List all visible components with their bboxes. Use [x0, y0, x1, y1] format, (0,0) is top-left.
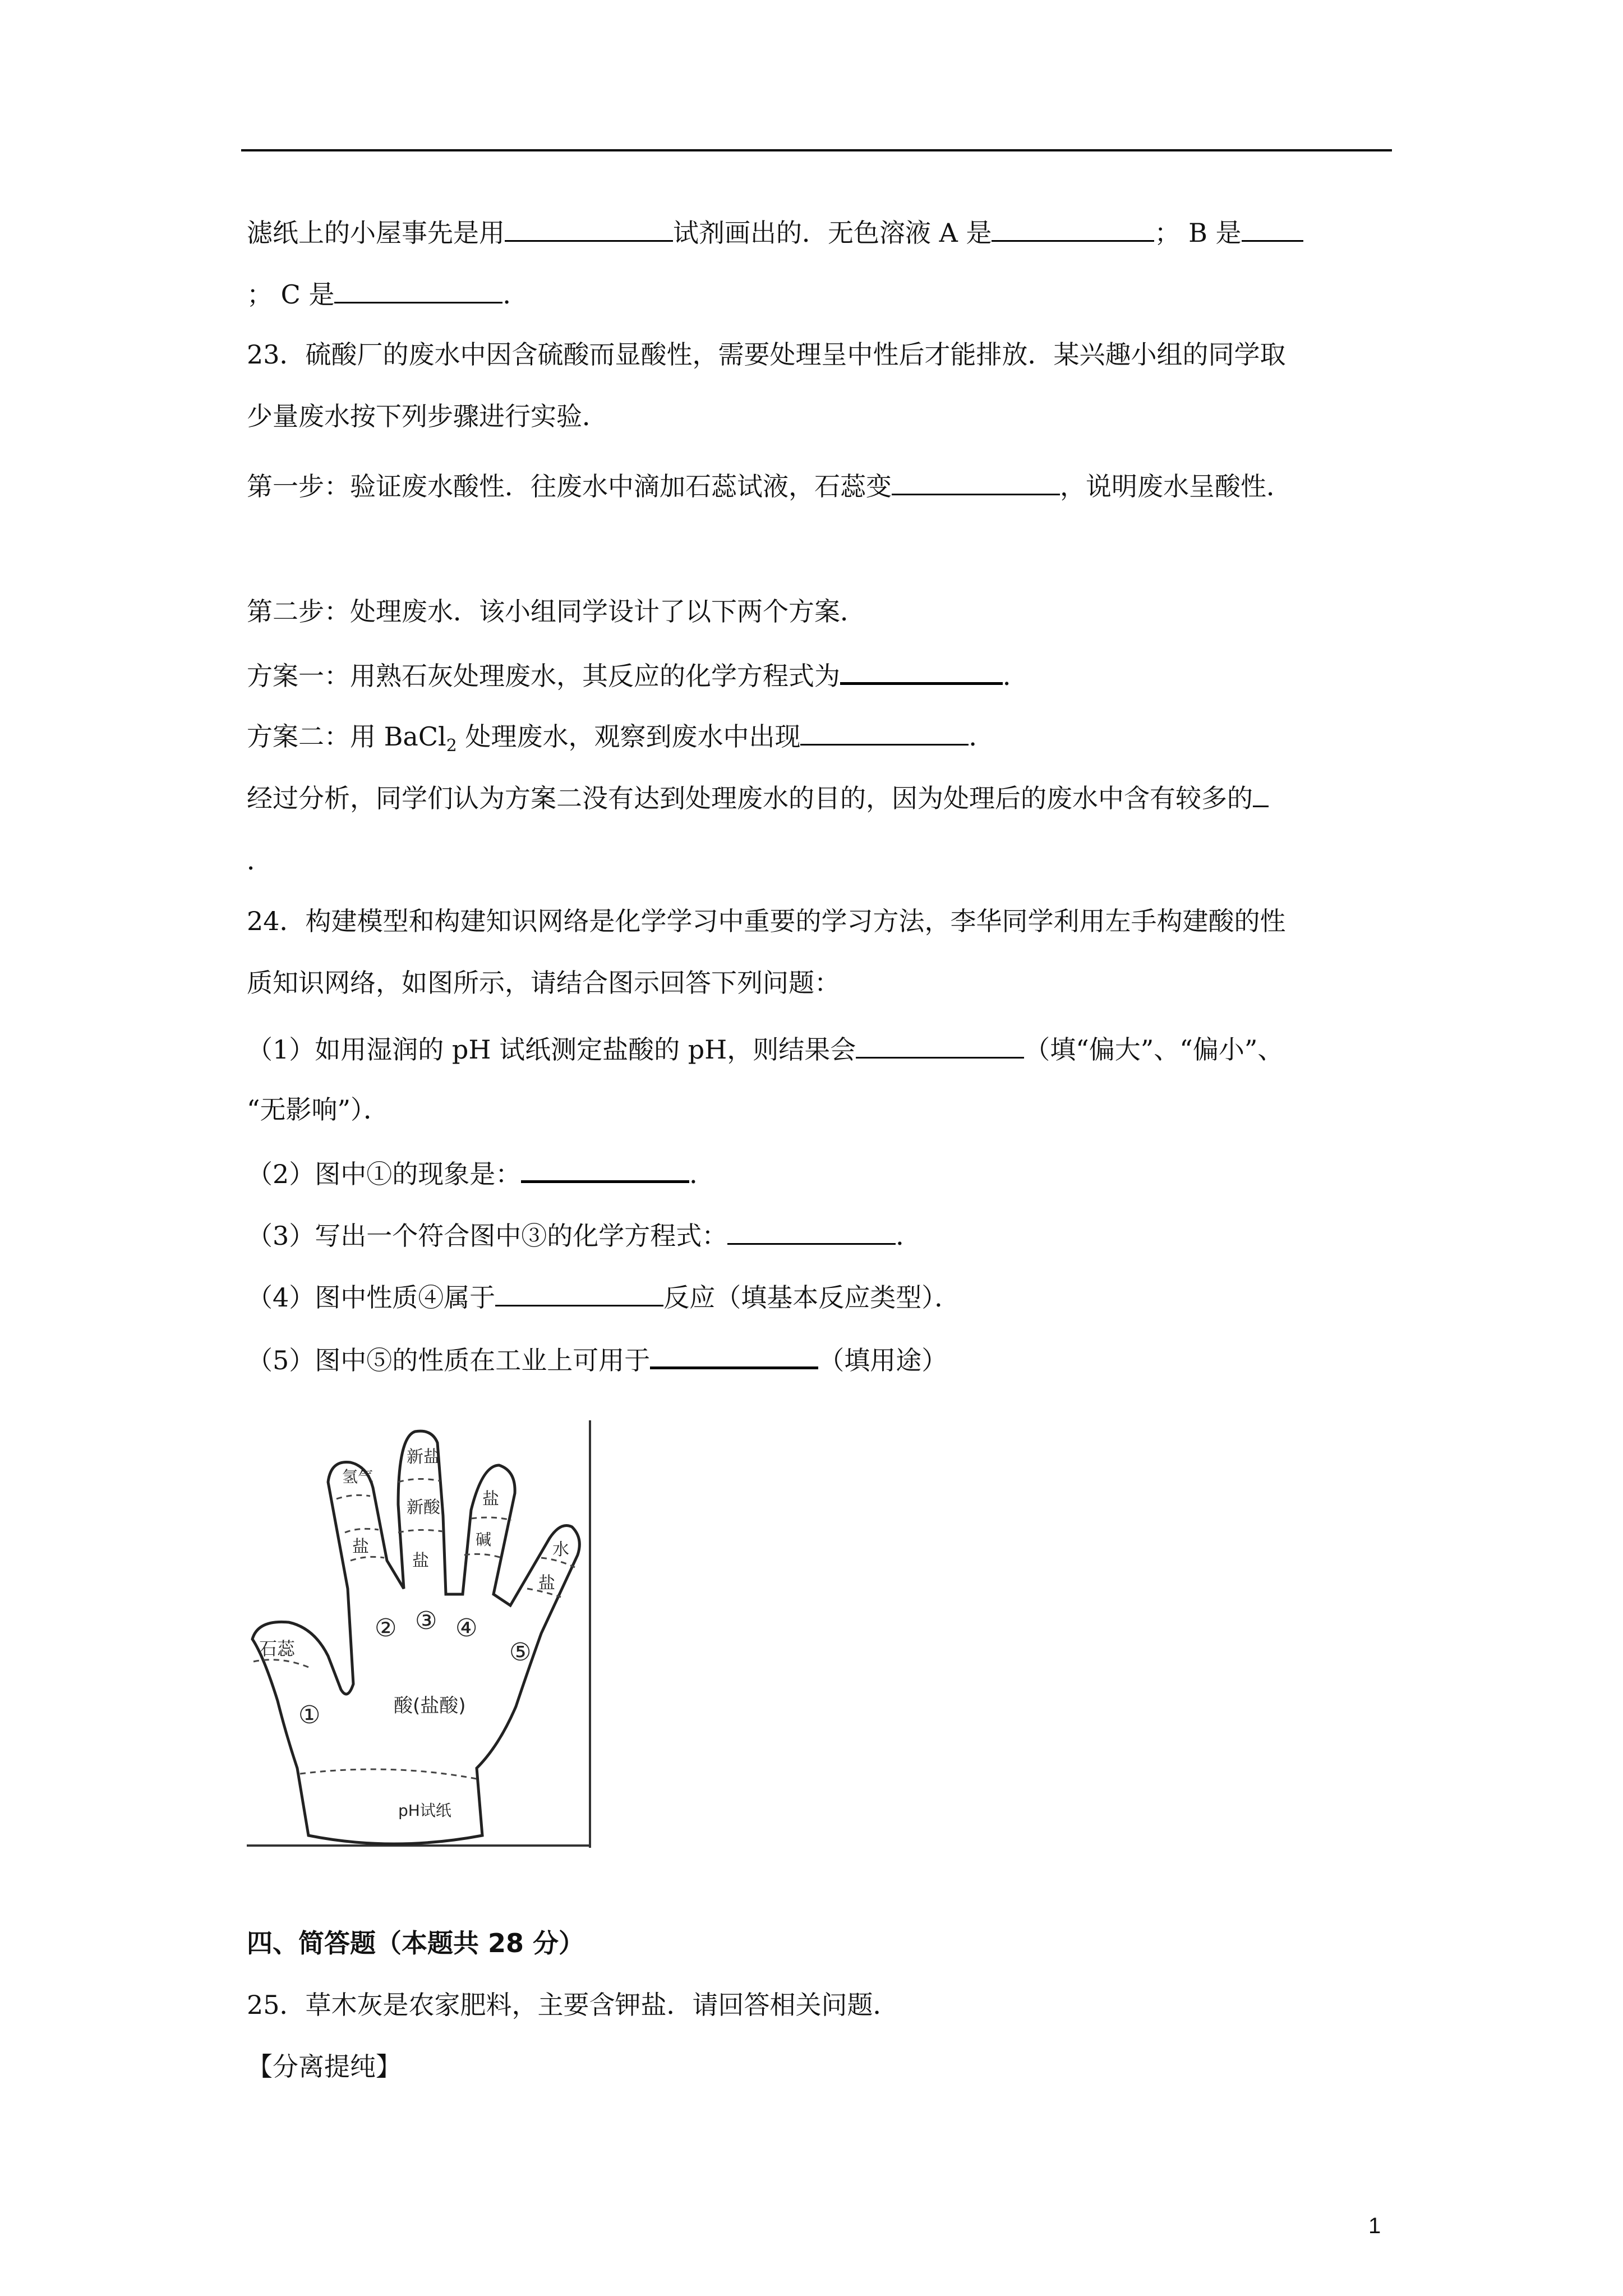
subscript: 2 [446, 736, 457, 756]
label-index-salt: 盐 [352, 1537, 369, 1557]
q24-text: 反应（填基本反应类型）． [663, 1282, 961, 1313]
q24-part-5 [247, 1342, 1391, 1376]
marker-3: ③ [415, 1607, 437, 1635]
q23-intro-2: 少量废水按下列步骤进行实验． [247, 401, 608, 431]
label-water: 水 [552, 1540, 569, 1559]
answer-blank[interactable] [892, 469, 1060, 495]
q23-text: 经过分析，同学们认为方案二没有达到处理废水的目的，因为处理后的废水中含有较多的 [247, 783, 1253, 813]
answer-blank[interactable] [840, 657, 1003, 685]
q23-step-1 [247, 469, 1391, 502]
section-heading: 四、简答题（本题共 28 分） [247, 1928, 585, 1958]
marker-4: ④ [455, 1614, 478, 1642]
q22-text: 试剂画出的．无色溶液 A 是 [673, 218, 992, 248]
answer-blank[interactable] [495, 1280, 663, 1306]
q23-text: ． [969, 721, 995, 752]
q23-text: 方案一：用熟石灰处理废水，其反应的化学方程式为 [247, 661, 840, 691]
q23-text: 方案二：用 BaCl [247, 721, 446, 752]
q24-text: ． [689, 1159, 716, 1189]
label-new-salt: 新盐 [407, 1447, 440, 1467]
q22-text: ； B 是 [1154, 218, 1242, 248]
q24-intro-1: 24．构建模型和构建知识网络是化学学习中重要的学习方法，李华同学利用左手构建酸的性 [247, 906, 1286, 936]
marker-2: ② [375, 1614, 397, 1642]
q25-subheading: 【分离提纯】 [247, 2051, 402, 2082]
answer-blank[interactable] [800, 719, 969, 746]
answer-blank[interactable] [856, 1032, 1024, 1059]
answer-blank[interactable] [992, 215, 1154, 242]
label-hydrogen: 氢气 [342, 1467, 374, 1486]
label-litmus: 石蕊 [259, 1638, 296, 1659]
label-ring-salt: 盐 [482, 1489, 499, 1509]
q23-step-2: 第二步：处理废水．该小组同学设计了以下两个方案． [247, 596, 866, 627]
marker-1: ① [298, 1701, 321, 1729]
q23-text: 处理废水，观察到废水中出现 [457, 721, 801, 752]
label-pinky-salt: 盐 [538, 1573, 555, 1593]
q22-text: ． [502, 279, 529, 310]
q24-intro-2: 质知识网络，如图所示，请结合图示回答下列问题： [247, 968, 840, 998]
answer-blank[interactable] [1253, 781, 1269, 807]
q25-text: 25．草木灰是农家肥料，主要含钾盐．请回答相关问题． [247, 1990, 899, 2020]
label-new-acid: 新酸 [407, 1498, 440, 1517]
q24-text: ． [896, 1221, 922, 1251]
answer-blank[interactable] [521, 1156, 689, 1183]
q22-text: 滤纸上的小屋事先是用 [247, 218, 505, 248]
q23-text: 第一步：验证废水酸性．往废水中滴加石蕊试液，石蕊变 [247, 471, 892, 501]
q24-part-1-cont: “无影响”）． [247, 1094, 390, 1125]
q23-text: ． [1003, 661, 1029, 691]
answer-blank[interactable] [334, 277, 502, 303]
answer-blank[interactable] [505, 215, 673, 242]
q23-analysis-end: ． [247, 845, 273, 876]
q22-line-2 [247, 277, 1391, 310]
q24-text: （3）写出一个符合图中③的化学方程式： [247, 1221, 728, 1251]
q24-part-1 [247, 1032, 1391, 1065]
label-palm-acid: 酸(盐酸) [394, 1695, 466, 1717]
header-rule [241, 149, 1392, 151]
q24-text: （填用途） [818, 1345, 948, 1375]
answer-blank[interactable] [650, 1342, 818, 1369]
q23-plan-2 [247, 719, 1391, 762]
q22-line-1 [247, 215, 1391, 249]
marker-5: ⑤ [509, 1638, 532, 1667]
answer-blank[interactable] [1242, 215, 1303, 242]
q22-text: ； C 是 [247, 279, 335, 310]
label-middle-salt: 盐 [412, 1551, 429, 1571]
q24-part-2 [247, 1156, 1391, 1190]
label-base: 碱 [476, 1530, 492, 1549]
q24-text: （5）图中⑤的性质在工业上可用于 [247, 1345, 651, 1375]
answer-blank[interactable] [727, 1218, 896, 1245]
label-ph-paper: pH试纸 [398, 1801, 451, 1820]
page-number: 1 [1368, 2214, 1381, 2238]
q24-text: （4）图中性质④属于 [247, 1282, 496, 1313]
q24-text: （2）图中①的现象是： [247, 1159, 522, 1189]
q23-text: ，说明废水呈酸性． [1060, 471, 1292, 501]
hand-diagram-svg [247, 1420, 596, 1848]
hand-diagram [247, 1420, 596, 1848]
q23-intro-1: 23．硫酸厂的废水中因含硫酸而显酸性，需要处理呈中性后才能排放．某兴趣小组的同学取 [247, 339, 1286, 370]
q24-text: （填“偏大”、“偏小”、 [1024, 1034, 1284, 1065]
q24-part-4 [247, 1280, 1391, 1313]
q24-text: （1）如用湿润的 pH 试纸测定盐酸的 pH，则结果会 [247, 1034, 856, 1065]
q24-part-3 [247, 1218, 1391, 1251]
q23-plan-1 [247, 657, 1391, 692]
q23-analysis [247, 781, 1391, 814]
